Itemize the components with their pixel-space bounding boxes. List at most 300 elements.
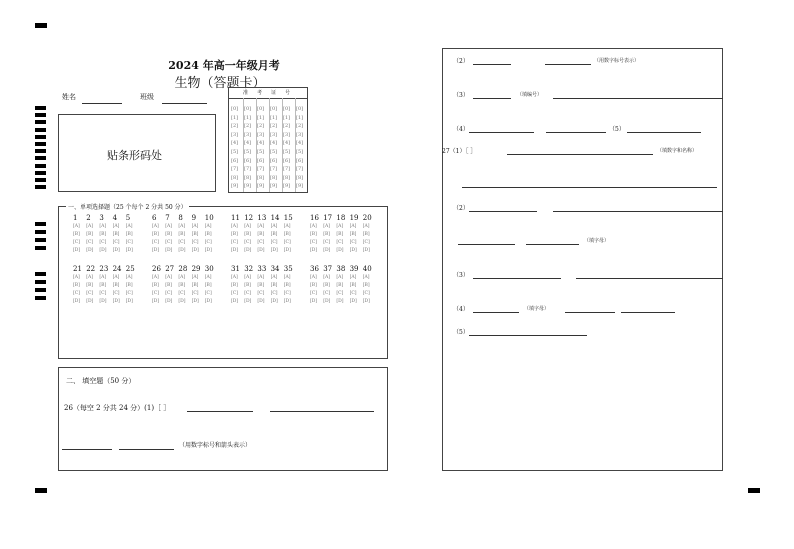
answer-bubble[interactable]: [B] [152, 283, 159, 288]
answer-bubble[interactable]: [A] [86, 275, 93, 280]
name-field[interactable] [82, 103, 122, 104]
answer-bubble[interactable]: [A] [165, 224, 172, 229]
answer-bubble[interactable]: [D] [349, 299, 357, 304]
exam-id-grid[interactable] [228, 87, 308, 193]
exam-id-bubble[interactable]: [9] [231, 183, 239, 190]
answer-bubble[interactable]: [D] [336, 248, 344, 253]
exam-id-bubble[interactable]: [5] [244, 149, 252, 155]
answer-bubble[interactable]: [D] [165, 248, 173, 253]
answer-bubble[interactable]: [A] [349, 224, 357, 229]
exam-id-bubble[interactable]: [4] [244, 140, 252, 147]
timing-mark [35, 135, 46, 139]
question-number: 15 [283, 214, 293, 222]
answer-bubble[interactable]: [D] [191, 248, 199, 253]
answer-bubble[interactable]: [A] [125, 275, 133, 280]
q27-3-blank-2[interactable] [576, 278, 723, 279]
timing-mark [35, 142, 46, 146]
answer-bubble[interactable]: [A] [310, 275, 317, 280]
exam-id-bubble[interactable]: [3] [283, 131, 291, 138]
q27-4-note: （填字母） [524, 306, 550, 312]
answer-bubble[interactable]: [A] [283, 224, 291, 229]
name-label: 姓名 [62, 93, 76, 101]
answer-bubble[interactable]: [B] [244, 283, 252, 288]
question-number: 3 [99, 214, 104, 222]
answer-bubble[interactable]: [A] [323, 275, 330, 280]
q5-label: （5） [609, 126, 625, 133]
exam-id-bubble[interactable]: [2] [231, 123, 239, 130]
exam-id-bubble[interactable]: [6] [296, 157, 304, 164]
answer-bubble[interactable]: [D] [204, 248, 212, 253]
answer-bubble[interactable]: [B] [178, 283, 186, 288]
answer-bubble[interactable]: [B] [257, 232, 265, 237]
answer-bubble[interactable]: [C] [152, 240, 159, 245]
answer-bubble[interactable]: [C] [257, 240, 265, 245]
q27-note: （填数字和名称） [657, 148, 698, 154]
exam-id-bubble[interactable]: [9] [296, 183, 304, 190]
timing-mark [35, 106, 46, 110]
exam-id-bubble[interactable]: [5] [257, 149, 265, 155]
answer-bubble[interactable]: [A] [86, 224, 93, 229]
answer-bubble[interactable]: [C] [165, 240, 173, 245]
answer-bubble[interactable]: [A] [283, 275, 291, 280]
answer-bubble[interactable]: [D] [323, 299, 331, 304]
answer-bubble[interactable]: [B] [310, 283, 317, 288]
answer-bubble[interactable]: [D] [310, 248, 318, 253]
answer-bubble[interactable]: [C] [112, 291, 120, 296]
answer-bubble[interactable]: [A] [191, 224, 199, 229]
q27-3-blank-1[interactable] [473, 278, 561, 279]
exam-id-bubble[interactable]: [0] [231, 106, 239, 112]
exam-id-bubble[interactable]: [0] [296, 106, 304, 112]
q2-blank-1[interactable] [473, 64, 511, 65]
exam-id-bubble[interactable]: [3] [296, 131, 304, 138]
answer-bubble[interactable]: [C] [191, 240, 199, 245]
timing-mark [35, 272, 46, 276]
answer-bubble[interactable]: [A] [310, 224, 317, 229]
answer-bubble[interactable]: [B] [165, 283, 173, 288]
answer-bubble[interactable]: [C] [178, 240, 186, 245]
answer-bubble[interactable]: [B] [125, 232, 133, 237]
answer-bubble[interactable]: [D] [323, 248, 331, 253]
answer-bubble[interactable]: [C] [204, 240, 212, 245]
answer-bubble[interactable]: [C] [310, 240, 317, 245]
q27-blank-1[interactable] [507, 154, 653, 155]
q27-2-blank-2[interactable] [553, 211, 723, 212]
answer-bubble[interactable]: [A] [270, 275, 278, 280]
answer-bubble[interactable]: [A] [362, 224, 370, 229]
answer-bubble[interactable]: [B] [125, 283, 133, 288]
answer-bubble[interactable]: [A] [178, 224, 186, 229]
answer-bubble[interactable]: [A] [323, 224, 330, 229]
answer-bubble[interactable]: [D] [310, 299, 318, 304]
exam-id-bubble[interactable]: [9] [257, 183, 265, 190]
answer-bubble[interactable]: [B] [231, 232, 238, 237]
question-number: 5 [125, 214, 131, 222]
answer-bubble[interactable]: [C] [86, 240, 94, 245]
section1-title: 一、单项选择题（25 个每个 2 分共 50 分） [68, 204, 187, 211]
exam-id-bubble[interactable]: [9] [283, 183, 291, 190]
answer-bubble[interactable]: [B] [270, 283, 278, 288]
answer-bubble[interactable]: [D] [270, 248, 278, 253]
answer-bubble[interactable]: [C] [86, 291, 94, 296]
answer-bubble[interactable]: [C] [125, 291, 133, 296]
q4-blank-2[interactable] [546, 132, 606, 133]
answer-bubble[interactable]: [B] [191, 283, 199, 288]
exam-id-bubble[interactable]: [5] [283, 149, 291, 155]
question-number: 17 [323, 214, 333, 222]
exam-id-bubble[interactable]: [3] [244, 131, 252, 138]
answer-bubble[interactable]: [C] [270, 240, 278, 245]
answer-bubble[interactable]: [B] [283, 283, 291, 288]
exam-id-bubble[interactable]: [2] [244, 123, 252, 130]
exam-id-bubble[interactable]: [4] [283, 140, 291, 147]
exam-id-bubble[interactable]: [4] [270, 140, 278, 147]
answer-bubble[interactable]: [D] [99, 299, 107, 304]
answer-bubble[interactable]: [A] [73, 224, 80, 229]
timing-mark [35, 164, 46, 168]
timing-mark [35, 246, 46, 250]
answer-bubble[interactable]: [D] [73, 299, 81, 304]
section2-title: 二、 填空题（50 分） [66, 377, 136, 385]
answer-bubble[interactable]: [B] [204, 232, 212, 237]
answer-bubble[interactable]: [B] [191, 232, 199, 237]
exam-id-bubble[interactable]: [7] [283, 166, 291, 173]
answer-bubble[interactable]: [B] [349, 232, 357, 237]
question-number: 14 [270, 214, 280, 222]
answer-bubble[interactable]: [B] [323, 283, 331, 288]
question-number: 12 [244, 214, 254, 222]
answer-bubble[interactable]: [B] [244, 232, 252, 237]
answer-bubble[interactable]: [A] [125, 224, 133, 229]
answer-bubble[interactable]: [B] [362, 283, 370, 288]
answer-bubble[interactable]: [B] [349, 283, 357, 288]
exam-id-bubble[interactable]: [0] [257, 106, 265, 112]
exam-id-bubble[interactable]: [0] [270, 106, 278, 112]
q3-label: （3） [453, 92, 469, 99]
answer-bubble[interactable]: [C] [270, 291, 278, 296]
exam-id-bubble[interactable]: [9] [244, 183, 252, 190]
exam-id-bubble[interactable]: [1] [296, 114, 304, 121]
q27-4-blank-1[interactable] [473, 312, 519, 313]
q27-blank-2[interactable] [462, 187, 717, 188]
exam-id-bubble[interactable]: [3] [270, 131, 278, 138]
alignment-mark [35, 488, 47, 493]
answer-bubble[interactable]: [D] [191, 299, 199, 304]
answer-bubble[interactable]: [B] [204, 283, 212, 288]
answer-bubble[interactable]: [A] [204, 224, 212, 229]
exam-id-bubble[interactable]: [2] [283, 123, 291, 130]
answer-bubble[interactable]: [C] [336, 240, 344, 245]
question-number: 19 [349, 214, 359, 222]
q27-2-blank-3[interactable] [458, 244, 515, 245]
exam-id-bubble[interactable]: [8] [244, 174, 252, 181]
answer-bubble[interactable]: [A] [336, 275, 344, 280]
q3-blank-2[interactable] [553, 98, 723, 99]
timing-mark [35, 149, 46, 153]
page-title: 2024 年高一年级月考 [168, 59, 280, 72]
answer-bubble[interactable]: [D] [231, 248, 239, 253]
exam-id-bubble[interactable]: [2] [257, 123, 265, 130]
answer-bubble[interactable]: [A] [152, 275, 159, 280]
answer-bubble[interactable]: [D] [125, 248, 133, 253]
answer-bubble[interactable]: [B] [257, 283, 265, 288]
question-number: 39 [349, 265, 359, 273]
answer-bubble[interactable]: [B] [86, 283, 94, 288]
answer-bubble[interactable]: [B] [270, 232, 278, 237]
class-label: 班级 [140, 93, 154, 101]
exam-id-bubble[interactable]: [7] [231, 166, 239, 173]
exam-id-bubble[interactable]: [3] [231, 131, 239, 138]
answer-bubble[interactable]: [A] [231, 275, 238, 280]
exam-id-bubble[interactable]: [2] [270, 123, 278, 130]
answer-bubble[interactable]: [C] [231, 240, 238, 245]
exam-id-bubble[interactable]: [3] [257, 131, 265, 138]
exam-id-bubble[interactable]: [6] [257, 157, 265, 164]
answer-bubble[interactable]: [D] [270, 299, 278, 304]
answer-bubble[interactable]: [C] [349, 240, 357, 245]
answer-bubble[interactable]: [B] [112, 232, 120, 237]
answer-bubble[interactable]: [A] [99, 224, 107, 229]
answer-bubble[interactable]: [D] [204, 299, 212, 304]
question-number: 38 [336, 265, 346, 273]
answer-bubble[interactable]: [D] [165, 299, 173, 304]
q27-2-blank-4[interactable] [526, 244, 579, 245]
answer-bubble[interactable]: [D] [257, 248, 265, 253]
answer-bubble[interactable]: [A] [362, 275, 370, 280]
question-number: 6 [152, 214, 157, 222]
answer-bubble[interactable]: [D] [112, 248, 120, 253]
answer-bubble[interactable]: [C] [362, 240, 370, 245]
answer-bubble[interactable]: [D] [86, 248, 94, 253]
answer-bubble[interactable]: [C] [152, 291, 159, 296]
answer-bubble[interactable]: [A] [231, 224, 238, 229]
q27-5-blank-1[interactable] [469, 335, 587, 336]
q3-blank-1[interactable] [473, 98, 511, 99]
answer-bubble[interactable]: [A] [244, 224, 251, 229]
answer-bubble[interactable]: [D] [362, 248, 370, 253]
answer-bubble[interactable]: [C] [244, 291, 252, 296]
answer-bubble[interactable]: [B] [73, 283, 80, 288]
exam-id-bubble[interactable]: [7] [244, 166, 252, 173]
answer-bubble[interactable]: [C] [349, 291, 357, 296]
answer-bubble[interactable]: [A] [257, 224, 265, 229]
question-number: 21 [73, 265, 82, 273]
class-field[interactable] [162, 103, 207, 104]
answer-bubble[interactable]: [B] [178, 232, 186, 237]
answer-bubble[interactable]: [C] [73, 240, 80, 245]
answer-bubble[interactable]: [C] [323, 240, 331, 245]
answer-bubble[interactable]: [C] [125, 240, 133, 245]
timing-mark [35, 113, 46, 117]
answer-bubble[interactable]: [B] [336, 232, 344, 237]
answer-bubble[interactable]: [C] [99, 240, 107, 245]
exam-id-bubble[interactable]: [1] [270, 114, 278, 121]
exam-id-header-char: 考 [257, 90, 263, 96]
answer-bubble[interactable]: [D] [86, 299, 94, 304]
q26-label: 26（每空 2 分共 24 分）(1)［ ］ [64, 404, 171, 412]
answer-bubble[interactable]: [D] [73, 248, 81, 253]
answer-bubble[interactable]: [C] [178, 291, 186, 296]
barcode-area [58, 114, 216, 192]
exam-id-bubble[interactable]: [2] [296, 123, 304, 130]
exam-id-bubble[interactable]: [5] [296, 149, 304, 155]
answer-bubble[interactable]: [D] [152, 299, 160, 304]
question-number: 9 [191, 214, 197, 222]
exam-id-bubble[interactable]: [1] [283, 114, 291, 121]
exam-id-bubble[interactable]: [4] [257, 140, 265, 147]
timing-mark [35, 296, 46, 300]
exam-id-bubble[interactable]: [4] [296, 140, 304, 147]
exam-id-bubble[interactable]: [5] [270, 149, 278, 155]
answer-bubble[interactable]: [B] [336, 283, 344, 288]
answer-bubble[interactable]: [C] [257, 291, 265, 296]
question-number: 7 [165, 214, 170, 222]
answer-bubble[interactable]: [C] [73, 291, 80, 296]
answer-bubble[interactable]: [A] [336, 224, 344, 229]
question-number: 1 [73, 214, 78, 222]
q2-blank-2[interactable] [545, 64, 591, 65]
answer-bubble[interactable]: [B] [323, 232, 331, 237]
answer-bubble[interactable]: [C] [244, 240, 252, 245]
answer-bubble[interactable]: [D] [125, 299, 133, 304]
answer-bubble[interactable]: [B] [283, 232, 291, 237]
exam-id-bubble[interactable]: [6] [270, 157, 278, 164]
timing-mark [35, 156, 46, 160]
q5-blank-1[interactable] [627, 132, 701, 133]
answer-bubble[interactable]: [B] [112, 283, 120, 288]
q27-4-blank-3[interactable] [621, 312, 675, 313]
answer-bubble[interactable]: [D] [178, 299, 186, 304]
answer-bubble[interactable]: [C] [283, 240, 291, 245]
answer-bubble[interactable]: [A] [191, 275, 199, 280]
answer-bubble[interactable]: [A] [270, 224, 278, 229]
answer-bubble[interactable]: [D] [257, 299, 265, 304]
answer-bubble[interactable]: [A] [152, 224, 159, 229]
q4-blank-1[interactable] [469, 132, 534, 133]
exam-id-bubble[interactable]: [1] [257, 114, 265, 121]
exam-id-bubble[interactable]: [6] [283, 157, 291, 164]
question-number: 29 [191, 265, 201, 273]
answer-bubble[interactable]: [C] [165, 291, 173, 296]
answer-bubble[interactable]: [B] [152, 232, 159, 237]
answer-bubble[interactable]: [D] [336, 299, 344, 304]
exam-id-bubble[interactable]: [7] [296, 166, 304, 173]
question-number: 31 [231, 265, 240, 273]
exam-id-header-char: 号 [285, 90, 291, 96]
answer-bubble[interactable]: [D] [231, 299, 239, 304]
answer-bubble[interactable]: [A] [112, 224, 120, 229]
answer-bubble[interactable]: [C] [112, 240, 120, 245]
answer-bubble[interactable]: [C] [283, 291, 291, 296]
answer-bubble[interactable]: [B] [99, 283, 107, 288]
answer-bubble[interactable]: [C] [362, 291, 370, 296]
answer-bubble[interactable]: [D] [178, 248, 186, 253]
right-answer-panel [442, 48, 723, 471]
exam-id-bubble[interactable]: [6] [244, 157, 252, 164]
answer-bubble[interactable]: [B] [99, 232, 107, 237]
exam-id-bubble[interactable]: [8] [270, 174, 278, 181]
exam-id-bubble[interactable]: [9] [270, 183, 278, 190]
answer-bubble[interactable]: [D] [283, 299, 291, 304]
answer-bubble[interactable]: [D] [112, 299, 120, 304]
answer-bubble[interactable]: [C] [191, 291, 199, 296]
exam-id-bubble[interactable]: [8] [296, 174, 304, 181]
answer-bubble[interactable]: [A] [349, 275, 357, 280]
q26-blank-1[interactable] [187, 411, 253, 412]
question-number: 24 [112, 265, 122, 273]
exam-id-bubble[interactable]: [8] [283, 174, 291, 181]
answer-bubble[interactable]: [D] [349, 248, 357, 253]
answer-bubble[interactable]: [A] [112, 275, 120, 280]
q27-2-blank-1[interactable] [469, 211, 537, 212]
answer-bubble[interactable]: [B] [73, 232, 80, 237]
answer-bubble[interactable]: [C] [336, 291, 344, 296]
question-number: 11 [231, 214, 240, 222]
answer-bubble[interactable]: [A] [99, 275, 107, 280]
answer-bubble[interactable]: [C] [323, 291, 331, 296]
barcode-label: 贴条形码处 [107, 149, 162, 162]
timing-mark [35, 280, 46, 284]
question-number: 34 [270, 265, 280, 273]
answer-bubble[interactable]: [B] [231, 283, 238, 288]
q26-blank-4[interactable] [119, 449, 174, 450]
answer-bubble[interactable]: [D] [99, 248, 107, 253]
q26-blank-3[interactable] [62, 449, 112, 450]
answer-bubble[interactable]: [D] [362, 299, 370, 304]
q27-4-blank-2[interactable] [565, 312, 615, 313]
answer-bubble[interactable]: [A] [257, 275, 265, 280]
question-number: 8 [178, 214, 183, 222]
exam-id-bubble[interactable]: [0] [244, 106, 252, 112]
question-number: 20 [362, 214, 372, 222]
answer-bubble[interactable]: [D] [244, 299, 252, 304]
exam-id-bubble[interactable]: [8] [231, 174, 239, 181]
answer-bubble[interactable]: [B] [86, 232, 94, 237]
answer-bubble[interactable]: [A] [178, 275, 186, 280]
answer-bubble[interactable]: [C] [231, 291, 238, 296]
answer-bubble[interactable]: [C] [310, 291, 317, 296]
section1-box [58, 206, 388, 359]
answer-bubble[interactable]: [C] [204, 291, 212, 296]
answer-bubble[interactable]: [A] [244, 275, 251, 280]
answer-bubble[interactable]: [D] [283, 248, 291, 253]
q27-label: 27（1）［ ］ [442, 148, 477, 155]
exam-id-bubble[interactable]: [4] [231, 140, 239, 147]
q26-blank-2[interactable] [270, 411, 374, 412]
exam-id-bubble[interactable]: [1] [231, 114, 239, 121]
answer-bubble[interactable]: [B] [165, 232, 173, 237]
question-number: 2 [86, 214, 91, 222]
section2-box [58, 367, 388, 471]
answer-bubble[interactable]: [D] [244, 248, 252, 253]
q26-note: （用数字标号和箭头表示） [179, 442, 252, 449]
exam-id-bubble[interactable]: [0] [283, 106, 291, 112]
exam-id-bubble[interactable]: [1] [244, 114, 252, 121]
exam-id-bubble[interactable]: [7] [270, 166, 278, 173]
answer-bubble[interactable]: [A] [165, 275, 172, 280]
exam-id-bubble[interactable]: [5] [231, 149, 239, 155]
q27-3-label: （3） [453, 272, 469, 279]
exam-id-bubble[interactable]: [8] [257, 174, 265, 181]
answer-bubble[interactable]: [C] [99, 291, 107, 296]
exam-id-bubble[interactable]: [6] [231, 157, 239, 164]
answer-bubble[interactable]: [B] [310, 232, 317, 237]
answer-bubble[interactable]: [D] [152, 248, 160, 253]
answer-bubble[interactable]: [B] [362, 232, 370, 237]
exam-id-bubble[interactable]: [7] [257, 166, 265, 173]
answer-bubble[interactable]: [A] [204, 275, 212, 280]
answer-bubble[interactable]: [A] [73, 275, 80, 280]
